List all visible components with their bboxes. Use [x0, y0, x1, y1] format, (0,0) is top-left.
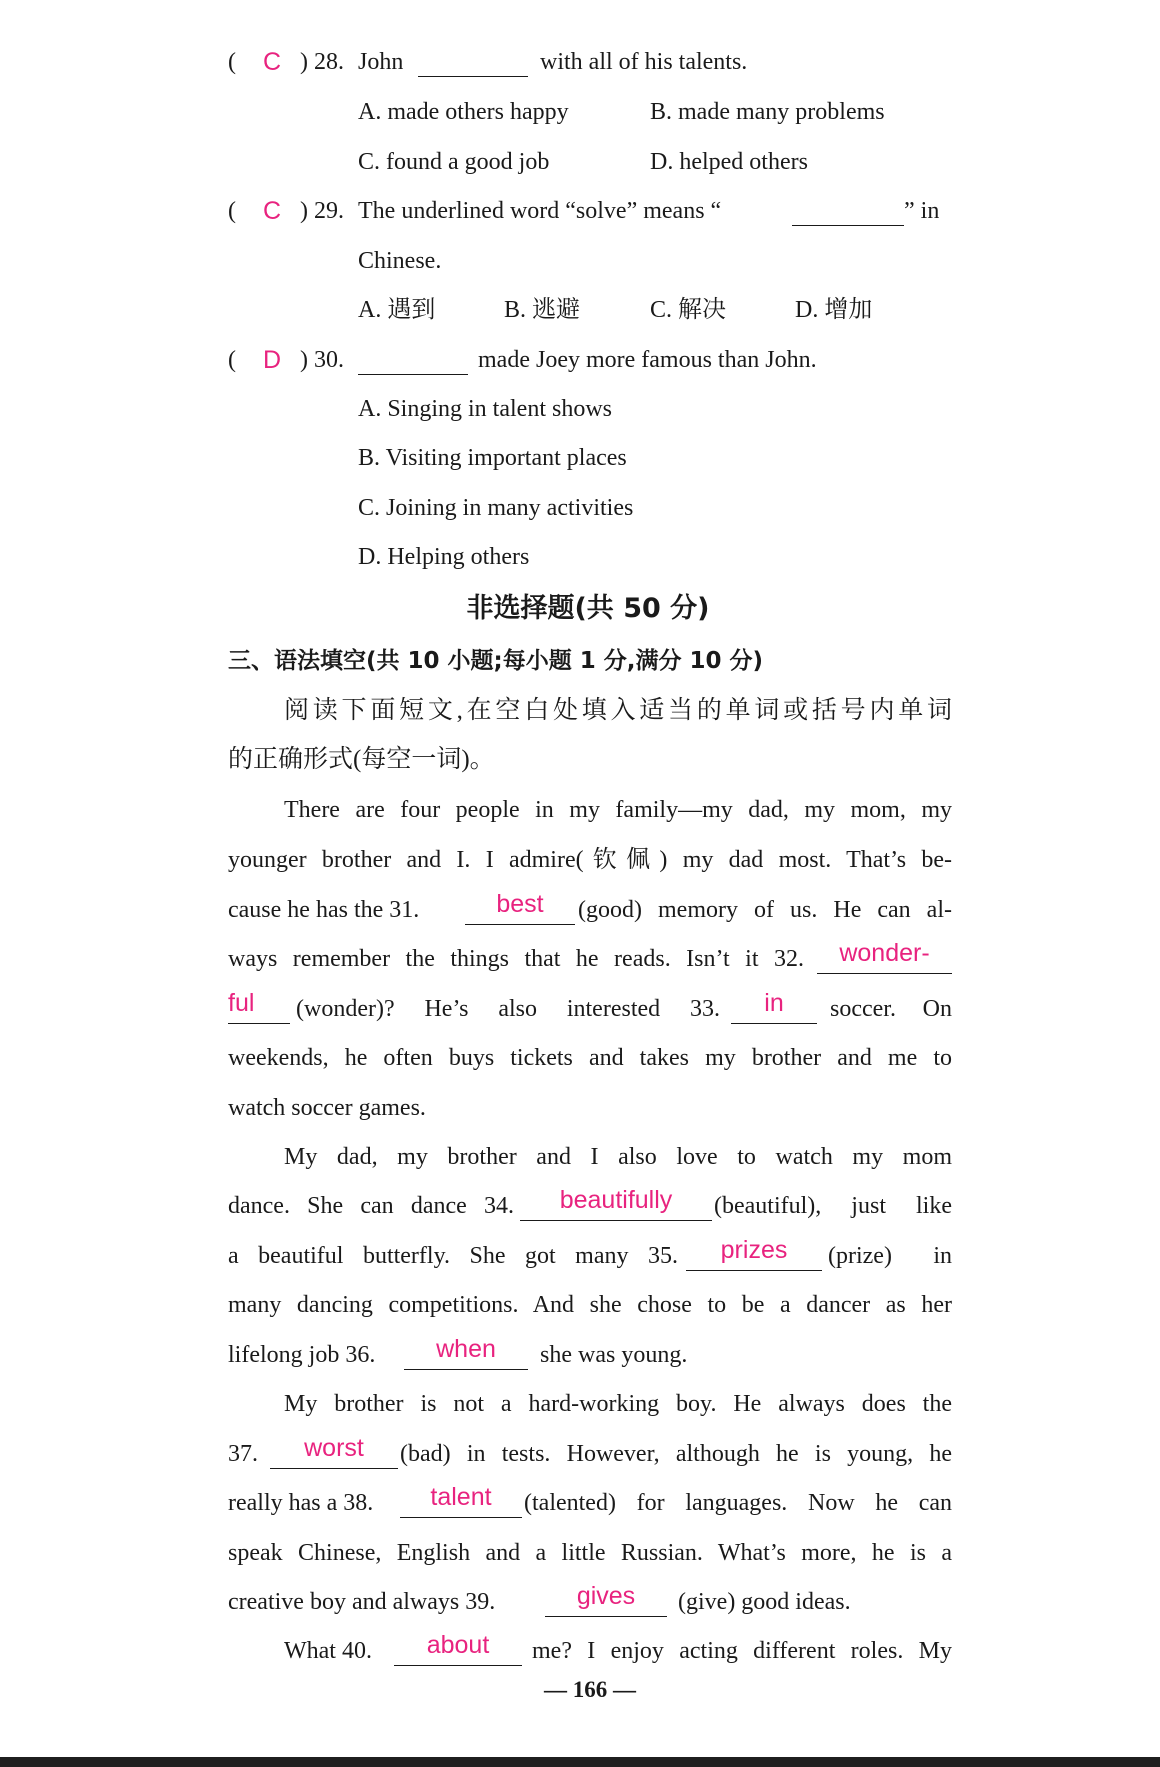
- q29-paren-close: ): [300, 198, 308, 224]
- q29-blank: [792, 196, 904, 226]
- answer-31: best: [496, 890, 544, 918]
- q30-option-b: B. Visiting important places: [358, 445, 627, 471]
- q29-text-cont: Chinese.: [358, 248, 442, 274]
- q28-text-after: with all of his talents.: [540, 49, 748, 75]
- q29-answer: C: [262, 197, 282, 225]
- passage-text: (beautiful), just like: [714, 1193, 952, 1219]
- section-title: 非选择题(共 50 分): [466, 593, 710, 624]
- q28-text-before: John: [358, 49, 404, 75]
- blank-32-cont: [228, 989, 290, 1024]
- passage-p1-line6: weekends, he often buys tickets and takes my brother and me to: [228, 1045, 952, 1071]
- blank-37: [270, 1434, 398, 1469]
- passage-text: cause he has the 31.: [228, 897, 420, 923]
- passage-text: lifelong job 36.: [228, 1342, 376, 1368]
- q30-text-after: made Joey more famous than John.: [478, 347, 817, 373]
- passage-p1-line2: younger brother and I. I admire(钦佩) my dad most. That’s be-: [228, 847, 952, 873]
- passage-p2-line1: My dad, my brother and I also love to watch my mom: [284, 1144, 952, 1170]
- answer-36: when: [436, 1335, 496, 1363]
- q30-paren-open: (: [228, 347, 236, 373]
- answer-39: gives: [576, 1582, 636, 1610]
- passage-text: (good) memory of us. He can al-: [578, 897, 952, 923]
- passage-p1-line7: watch soccer games.: [228, 1095, 426, 1121]
- q29-text: The underlined word “solve” means “: [358, 198, 722, 224]
- answer-37: worst: [304, 1434, 364, 1462]
- q28-option-c: C. found a good job: [358, 149, 550, 175]
- q29-option-d: D. 增加: [795, 297, 873, 323]
- q28-option-a: A. made others happy: [358, 99, 569, 125]
- q28-blank: [418, 47, 528, 77]
- q29-number: 29.: [314, 198, 344, 224]
- passage-text: me? I enjoy acting different roles. My: [532, 1638, 952, 1664]
- q29-option-b: B. 逃避: [504, 297, 581, 323]
- passage-text: dance. She can dance 34.: [228, 1193, 514, 1219]
- q30-answer: D: [262, 346, 282, 374]
- q30-paren-close: ): [300, 347, 308, 373]
- q28-option-d: D. helped others: [650, 149, 808, 175]
- q28-option-b: B. made many problems: [650, 99, 885, 125]
- passage-text: (bad) in tests. However, although he is young, he: [400, 1441, 952, 1467]
- passage-text: she was young.: [540, 1342, 688, 1368]
- passage-text: (prize) in: [828, 1243, 952, 1269]
- passage-text: creative boy and always 39.: [228, 1589, 496, 1615]
- answer-33: in: [764, 989, 784, 1017]
- answer-40: about: [426, 1631, 490, 1659]
- passage-p3-line4: speak Chinese, English and a little Russian. What’s more, he is a: [228, 1540, 952, 1566]
- answer-34: beautifully: [559, 1186, 673, 1214]
- q30-option-d: D. Helping others: [358, 544, 530, 570]
- bottom-border: [0, 1757, 1160, 1767]
- answer-35: prizes: [720, 1236, 788, 1264]
- part3-title: 三、语法填空(共 10 小题;每小题 1 分,满分 10 分): [228, 648, 764, 674]
- page-number: — 166 —: [544, 1677, 636, 1702]
- blank-32: [817, 939, 952, 974]
- q29-option-a: A. 遇到: [358, 297, 436, 323]
- passage-text: What 40.: [284, 1638, 372, 1664]
- instructions-line1: 阅读下面短文,在空白处填入适当的单词或括号内单词: [284, 697, 952, 724]
- blank-33: [731, 989, 817, 1024]
- q30-blank: [358, 345, 468, 375]
- instructions-line2: 的正确形式(每空一词)。: [228, 746, 495, 773]
- passage-text: (give) good ideas.: [678, 1589, 851, 1615]
- blank-34: [520, 1186, 712, 1221]
- blank-35: [686, 1236, 822, 1271]
- q30-number: 30.: [314, 347, 344, 373]
- answer-38: talent: [430, 1483, 492, 1511]
- q29-option-c: C. 解决: [650, 297, 727, 323]
- passage-text: (wonder)? He’s also interested 33.: [296, 996, 720, 1022]
- q29-text-end: ” in: [904, 198, 940, 224]
- q30-option-a: A. Singing in talent shows: [358, 396, 613, 422]
- blank-39: [545, 1582, 667, 1617]
- blank-40: [394, 1631, 522, 1666]
- q29-paren-open: (: [228, 198, 236, 224]
- q28-paren-open: (: [228, 49, 236, 75]
- passage-text: a beautiful butterfly. She got many 35.: [228, 1243, 678, 1269]
- q28-paren-close: ): [300, 49, 308, 75]
- passage-text: (talented) for languages. Now he can: [524, 1490, 952, 1516]
- passage-p3-line1: My brother is not a hard-working boy. He always does the: [284, 1391, 952, 1417]
- q30-option-c: C. Joining in many activities: [358, 495, 634, 521]
- passage-text: 37.: [228, 1441, 258, 1467]
- passage-p1-line1: There are four people in my family—my dad, my mom, my: [284, 797, 952, 823]
- q28-number: 28.: [314, 49, 344, 75]
- passage-text: soccer. On: [830, 996, 952, 1022]
- passage-text: really has a 38.: [228, 1490, 374, 1516]
- passage-text: ways remember the things that he reads. Isn’t it 32.: [228, 946, 804, 972]
- q28-answer: C: [262, 48, 282, 76]
- blank-38: [400, 1483, 522, 1518]
- passage-p2-line4: many dancing competitions. And she chose to be a dancer as her: [228, 1292, 952, 1318]
- blank-31: [465, 890, 575, 925]
- blank-36: [404, 1335, 528, 1370]
- answer-32-part1: wonder-: [839, 939, 930, 967]
- answer-32-part2: ful: [228, 989, 255, 1017]
